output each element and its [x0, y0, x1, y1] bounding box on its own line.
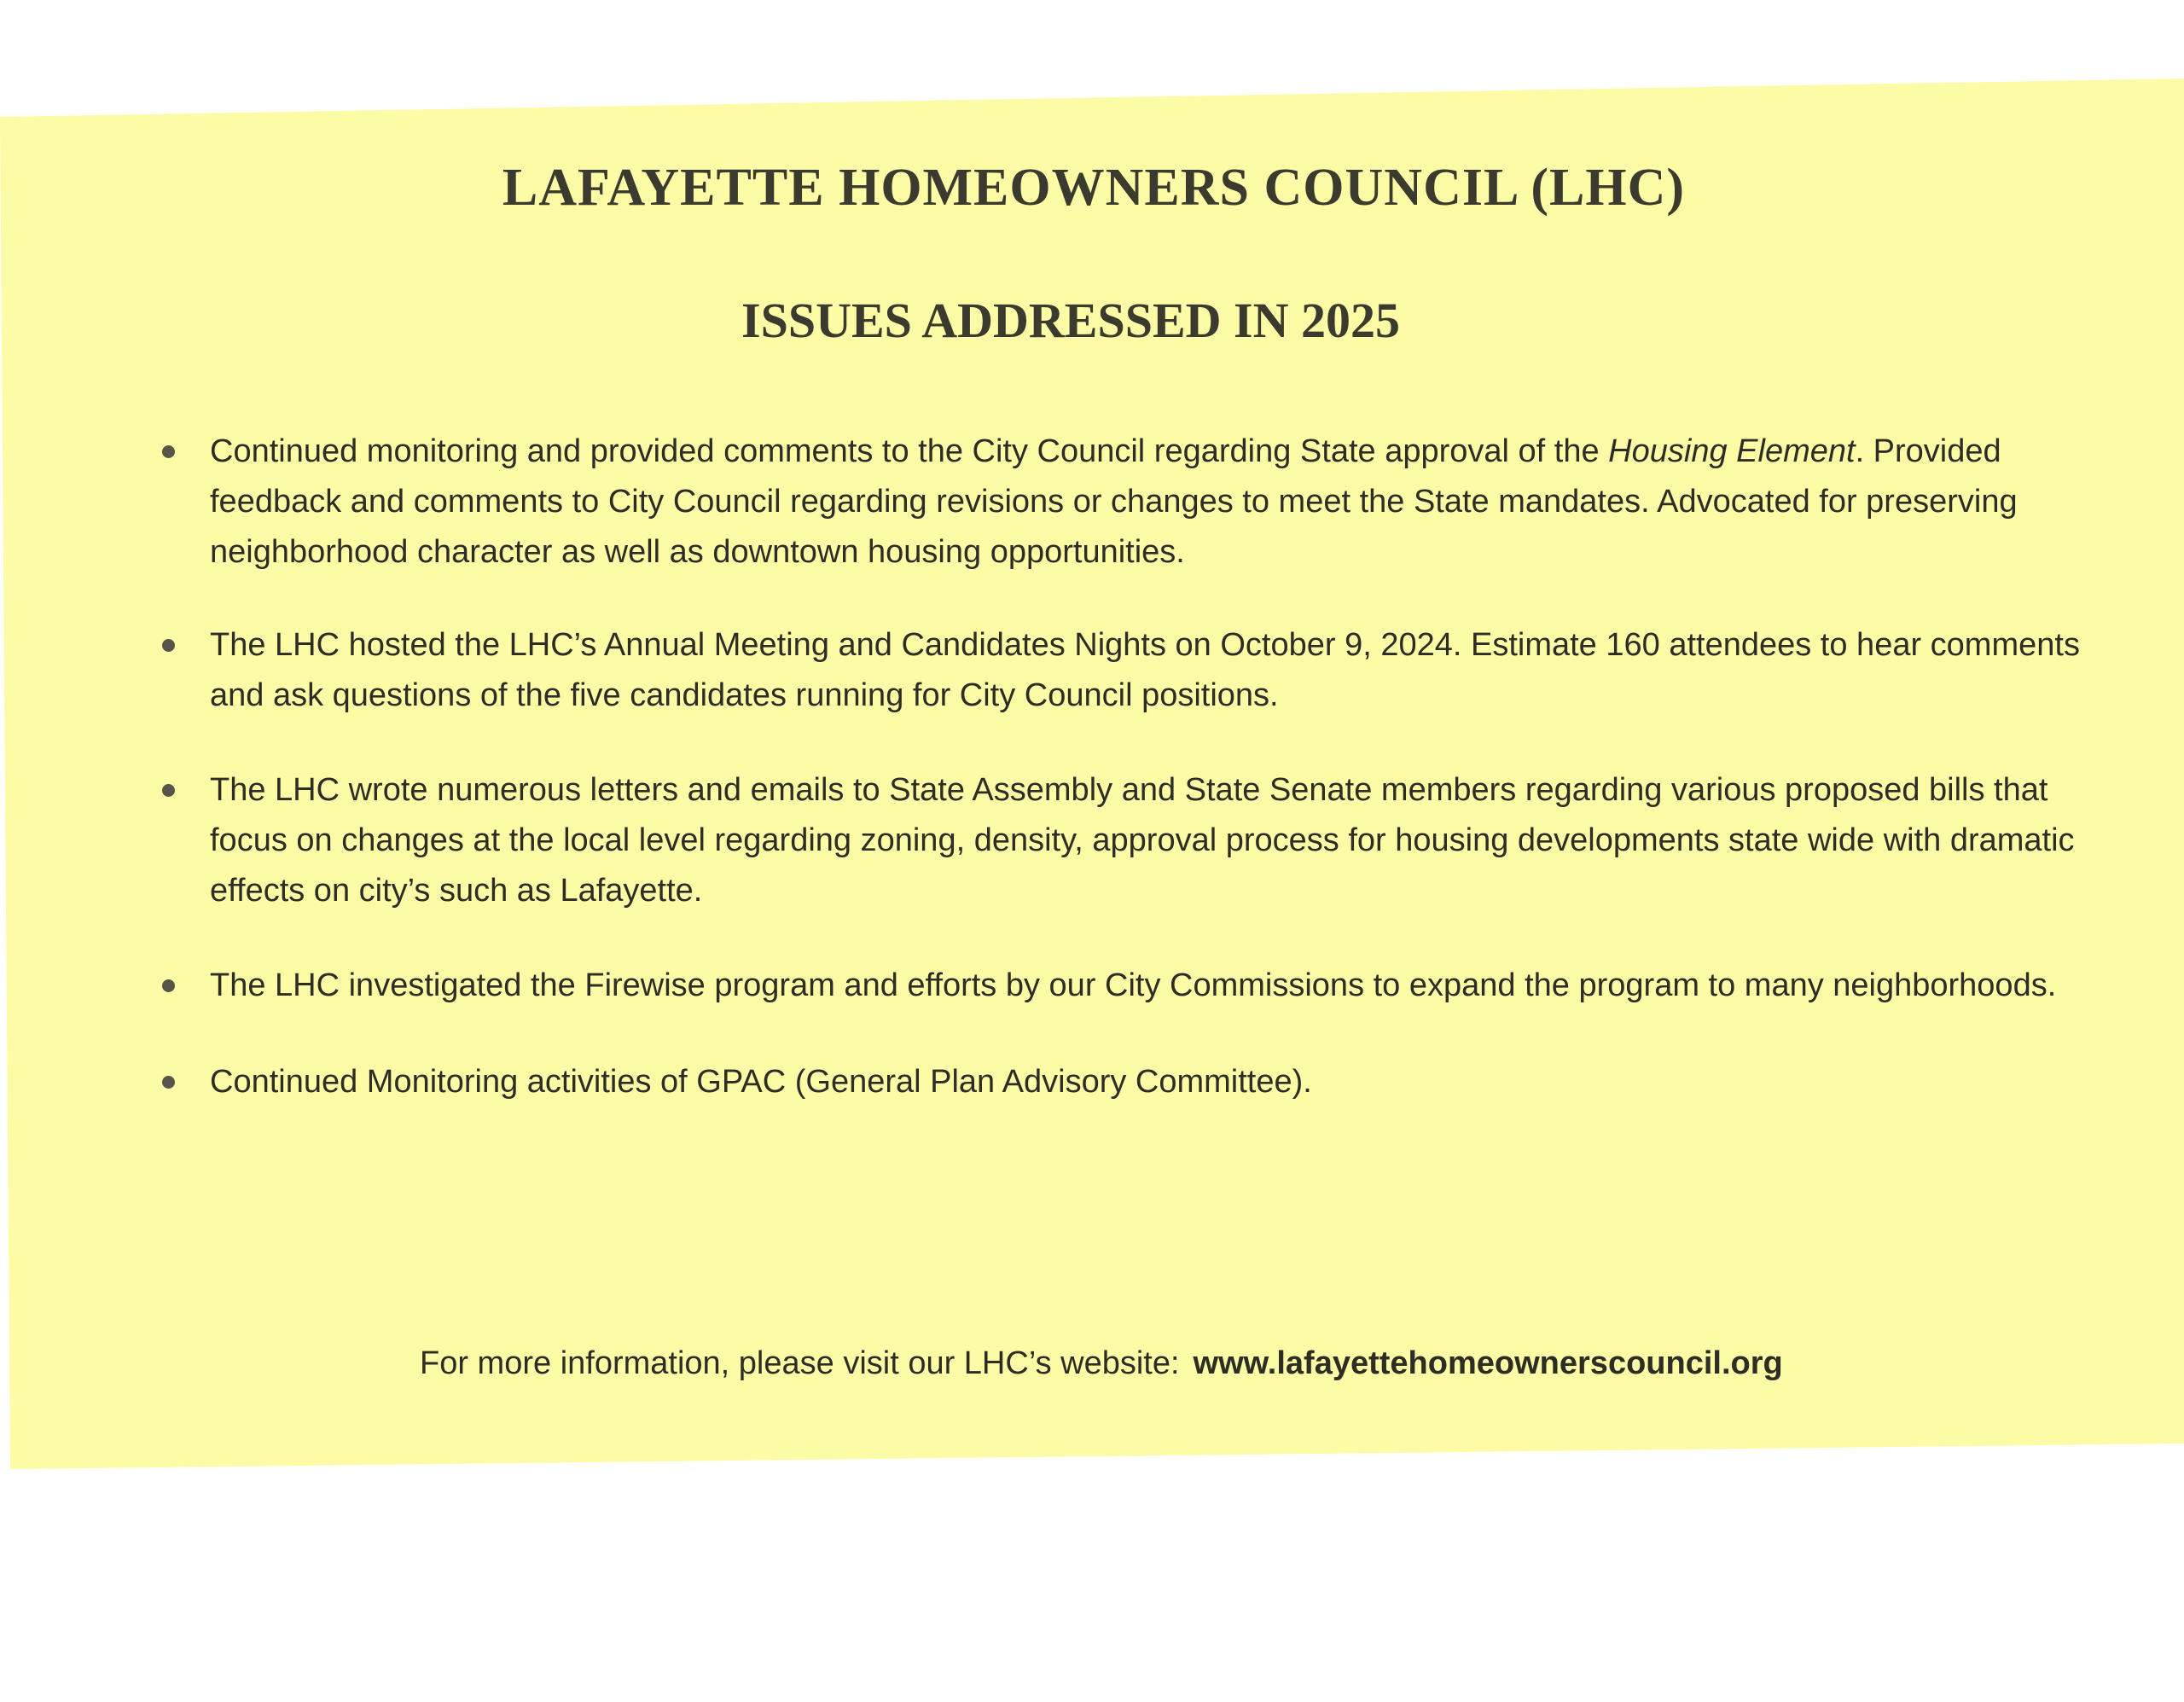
issue-item-firewise — [152, 961, 2106, 1011]
housing-element-emphasis: Housing Element — [1608, 433, 1856, 469]
document-subtitle: ISSUES ADDRESSED IN 2025 — [741, 293, 1400, 348]
issue-item-annual-meeting — [152, 620, 2106, 721]
issue-item-housing-element — [152, 427, 2106, 578]
bullet-icon — [162, 639, 175, 652]
issue-item-gpac — [152, 1057, 2106, 1107]
issue-text: The LHC hosted the LHC’s Annual Meeting and Candidates Nights on October 9, 2024. Estimate 160 attendees to hear comments and ask questions of the five candidates running for City Council positions. — [210, 627, 2080, 713]
issues-list — [152, 427, 2106, 1150]
footer-info — [420, 1345, 1783, 1382]
bullet-icon — [162, 979, 175, 992]
issue-text: The LHC investigated the Firewise program and efforts by our City Commissions to expand the program to many neighborhoods. — [210, 967, 2057, 1003]
website-url: www.lafayettehomeownerscouncil.org — [1193, 1345, 1783, 1381]
bullet-icon — [162, 445, 175, 458]
document-title: LAFAYETTE HOMEOWNERS COUNCIL (LHC) — [502, 159, 1686, 217]
issue-item-letters — [152, 765, 2106, 916]
footer-label: For more information, please visit our LHC’s website: — [420, 1345, 1180, 1381]
issue-text: Continued monitoring and provided comments to the City Council regarding State approval of the Housing Element. Provided feedback and comments to City Council regarding revisions or changes to meet the State mandates. Advocated for preserving neighborhood character as well as downtown housing opportunities. — [210, 433, 2018, 570]
bullet-icon — [162, 784, 175, 797]
issue-text: The LHC wrote numerous letters and emails to State Assembly and State Senate members regarding various proposed bills that focus on changes at the local level regarding zoning, density, approval process for housing developments state wide with dramatic effects on city’s such as Lafayette. — [210, 772, 2075, 909]
bullet-icon — [162, 1076, 175, 1089]
issue-text: Continued Monitoring activities of GPAC (General Plan Advisory Committee). — [210, 1064, 1312, 1100]
